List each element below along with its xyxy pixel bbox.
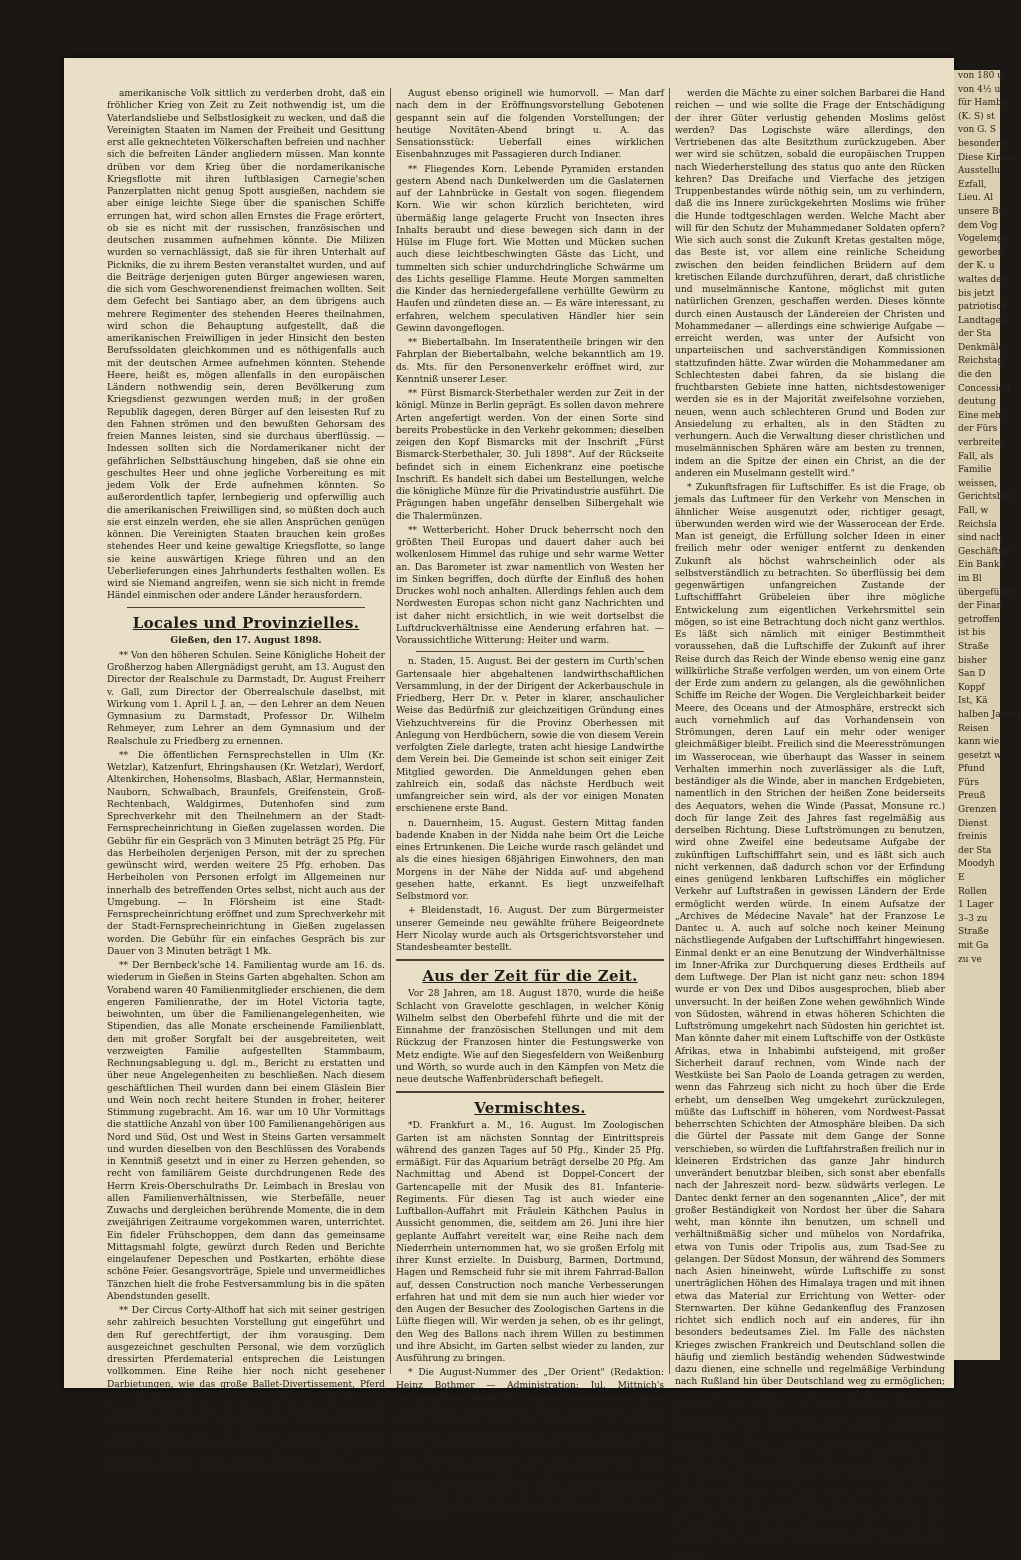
divider — [127, 607, 365, 608]
edge-text-fragment: verbreitet — [958, 438, 1004, 449]
edge-text-fragment: 1 Lager — [958, 900, 994, 911]
edge-text-fragment: der Finan — [958, 601, 1003, 612]
section-heading-locales: Locales und Provinzielles. — [132, 613, 360, 632]
edge-text-fragment: halben Jahres — [958, 709, 1021, 720]
news-item: ** Der Bernbeck'sche 14. Familientag wurde am 16. ds. wiederum in Gießen in Steins Garten abgehalten. Schon am Vorabend waren 40 Familienmitglieder erschienen, die dem engeren Familienrathe, der im Hotel Victoria tagte, beiwohnten, um über die Familienangelegenheiten, wie Stipendien, das alle Monate erscheinende Familienblatt, den mit großer Sorgfalt bei der ausgebreiteten, weit verzweigten Familie aufgestellten Stammbaum, Rechnungsablegung u. dgl. m., Bericht zu erstatten und über neue Angelegenheiten zu beschließen. Nach diesem geschäftlichen Theil wurden dann bei einem Gläslein Bier und Wein noch recht heitere Stunden in froher, heiterer Stimmung zugebracht. Am 16. war um 10 Uhr Vormittags die stattliche Anzahl von über 100 Familienangehörigen aus Nord und Süd, Ost und West in Steins Garten versammelt und wurden dieselben von den Beschlüssen des Vorabends in Kenntniß gesetzt und in einer zu Herzen gehenden, so recht von familiärem Geiste durchdrungenen Rede des Herrn Kreis-Oberschulraths Dr. Leimbach in Breslau von allen Familienverhältnissen, wie Sterbefälle, neuer Zuwachs und dergleichen berührende Momente, die in dem zweijährigen Zeitraume vorgekommen waren, unterrichtet. Ein fideler Frühschoppen, dem dann das gemeinsame Mittagsmahl folgte, gewürzt durch Reden und Berichte eingelaufener Depeschen und Postkarten, erhöhte diese schöne Feier. Gesangsvorträge, Spiele und unvermeidliches Tänzchen hielt die frohe Festversammlung bis in die späten Abendstunden gesellt. — [107, 961, 385, 1302]
news-item: ** Fliegendes Korn. Lebende Pyramiden erstanden gestern Abend nach Dunkelwerden um die Gaslaternen auf der Lahnbrücke in Gestalt von sogen. fliegendem Korn. Wie wir schon kürzlich berichteten, wird übermäßig lange gelagerte Frucht von Insecten ihres Inhalts beraubt und diese bewegen sich dann in der Hülse im Fluge fort. Wie Motten und Mücken suchen auch diese leichtbeschwingten Gäste das Licht, und tummelten sich schier undurchdringliche Schwärme um des Lichts gesellige Flamme. Heute Morgen sammelten die Kinder das herniedergefallene verhüllte Gewürm zu Haufen und zündeten diese an. — Es wäre interessant, zu erfahren, welchem speculativen Händler hier sein Gewinn davongeflogen. — [396, 164, 664, 334]
edge-text-fragment: Geschäftslo — [958, 546, 1012, 557]
news-item: ** Die öffentlichen Fernsprechstellen in Ulm (Kr. Wetzlar), Katzenfurt, Ehringshausen (Kr. Wetzlar), Werdorf, Altenkirchen, Hohensolms, Blasbach, Aßlar, Hermannstein, Nauborn, Schwalbach, Braunfels, Greifenstein, Groß-Rechtenbach, Waldgirmes, Dutenhofen sind zum Sprechverkehr mit den Theilnehmern an der Stadt-Fernsprecheinrichtung in Gießen zugelassen worden. Die Gebühr für ein Gespräch von 3 Minuten beträgt 25 Pfg. Für das Herbeiholen derjenigen Person, mit der zu sprechen gewünscht wird, werden weitere 25 Pfg. erhoben. Das Herbeiholen von Personen erfolgt im Allgemeinen nur innerhalb des betreffenden Ortes selbst, nicht auch aus der Umgebung. — In Flörsheim ist eine Stadt-Fernsprecheinrichtung eröffnet und zum Sprechverkehr mit der Stadt-Fernsprecheinrichtung in Gießen zugelassen worden. Die Gebühr für ein einfaches Gespräch bis zur Dauer von 3 Minuten beträgt 1 Mk. — [107, 750, 385, 957]
news-item: ** Fürst Bismarck-Sterbethaler werden zur Zeit in der königl. Münze in Berlin geprägt. Es sollen davon mehrere Arten angefertigt werden. Von der einen Sorte sind bereits Probestücke in den Verkehr gekommen; dieselben zeigen den Kopf Bismarcks mit der Inschrift „Fürst Bismarck-Sterbethaler, 30. Juli 1898". Auf der Rückseite befindet sich in einem Eichenkranz eine poetische Inschrift. Es handelt sich dabei um Bestellungen, welche die königliche Münze für die Privatindustrie ausführt. Die Prägungen haben ungefähr denselben Silbergehalt wie die Thalermünzen. — [396, 389, 664, 522]
edge-text-fragment: unsere Bür — [958, 206, 1009, 217]
divider — [416, 651, 644, 652]
column-rule — [669, 88, 670, 1374]
adjacent-page-edge — [954, 70, 1021, 1360]
edge-text-fragment: getroffen — [958, 614, 1000, 625]
edge-text-fragment: für Hambu — [958, 98, 1008, 109]
article-paragraph: amerikanische Volk sittlich zu verderben droht, daß ein fröhlicher Krieg von Zeit zu Zeit nothwendig ist, um die Vaterlandsliebe und Selbstlosigkeit zu wecken, und daß die Vereinigten Staaten im Namen der Freiheit und Gesittung erst alle geknechteten Völkerschaften befreien und nachher sich die befreiten Länder angliedern müssen. Man konnte drüben vor dem Krieg über die nordamerikanische Kriegsflotte mit ihren luftblasigen Carnegie'schen Panzerplatten nicht genug Spott ausgießen, nachdem sie aber einige leichte Siege über die spanischen Schiffe errungen hat, wird schon allen Ernstes die Frage erörtert, ob sie es nicht mit der russischen, französischen und deutschen zusammen aufnehmen könnte. Die Milizen wurden so vernachlässigt, daß sie für ihren Unterhalt auf Pickniks, die zu ihrem Besten veranstaltet wurden, und auf die Beiträge derjenigen guten Bürger angewiesen waren, die sich vom Geschworenendienst freimachen wollten. Seit dem Gefecht bei Santiago aber, an dem übrigens auch mehrere Regimenter des stehenden Heeres theilnahmen, wird schon die Behauptung aufgestellt, daß die amerikanischen Freiwilligen in jeder Hinsicht den besten Berufssoldaten gleichkommen und es nöthigenfalls auch mit der deutschen Armee aufnehmen könnten. Stehende Heere, heißt es, mögen allenfalls in den europäischen Ländern nothwendig sein, deren Bevölkerung zum Kriegsdienst gezwungen werden muß; in der großen Republik dagegen, deren Bürger auf den leisesten Ruf zu den Fahnen strömen und den bewußten Gehorsam des freien Mannes leisten, sind sie durchaus überflüssig. — Indessen sollten sich die Nordamerikaner nicht der gefährlichen Selbsttäuschung hingeben, daß sie ohne ein geschultes Heer und ohne jegliche Vorbereitung es mit jedem Volk der Erde aufnehmen könnten. So außerordentlich tapfer, lernbegierig und opferwillig auch die amerikanischen Freiwilligen sind, so müßten doch auch sie erst einzeln werden, ehe sie allen Ansprüchen genügen können. Die Vereinigten Staaten brauchen kein großes stehendes Heer und keine gewaltige Kriegsflotte, so lange sie keine auswärtigen Kriege führen und an den Ueberlieferungen eines Jahrhunderts festhalten wollen. Es wird sie Niemand angreifen, wenn sie sich nicht in fremde Händel einmischen oder andere Länder herausfordern. — [107, 89, 385, 602]
edge-text-fragment: der Fürs — [958, 424, 998, 435]
edge-text-fragment: Denkmäler — [958, 342, 1009, 353]
news-item: * Die August-Nummer des „Der Orient" (Redaktion: Heinz Bothmer — Administration: Jul. Mittnich's Buchhandlung, Berlin W.), welche sich wiederum durch reichhaltigen, interessanten Inhalt auszeichnet, enthält einen Leitartikel über die Kretafrage, in welchem folgender „Vorschlag zur Güte" gemacht wird: „Da die Pforte an der Herstellung des alten Rechtszustandes von den Mächten verhindert wird, so übernehmen diese damit die Verpflichtung zum Einschreiten. Der Rath, einiger Insurgentenführer, alle muhammedanischen Flüchtlinge zwangsweise nach Kleinasien abzuschieben, wäre ja allerdings für die Christen sehr vortheilhaft, doch schwerlich — [396, 1368, 664, 1526]
edge-text-fragment: Dienst — [958, 818, 988, 829]
edge-text-fragment: Eine mehr — [958, 410, 1006, 421]
edge-text-fragment: übergeführt — [958, 587, 1014, 598]
edge-text-fragment: patriotisch — [958, 302, 1008, 313]
edge-text-fragment: sind nach — [958, 533, 1002, 544]
column-3 — [675, 88, 945, 1559]
edge-text-fragment: Pfund — [958, 764, 985, 775]
edge-text-fragment: E — [958, 873, 965, 884]
edge-text-fragment: kann wie — [958, 737, 1000, 748]
edge-text-fragment: San D — [958, 669, 986, 680]
column-rule — [390, 88, 391, 1374]
edge-text-fragment: der K. u — [958, 261, 995, 272]
edge-text-fragment: mit Ga — [958, 941, 989, 951]
news-item: n. Staden, 15. August. Bei der gestern im Curth'schen Gartensaale hier abgehaltenen landwirthschaftlichen Versammlung, in der der Dirigent der Ackerbauschule in Friedberg, Herr Dr. v. Peter in klarer, anschaulicher Weise das Bedürfniß zur gleichzeitigen Gründung eines Viehzuchtvereins für die Provinz Oberhessen mit Anlegung von Herdbüchern, sowie die von diesem Verein verfolgten Ziele darlegte, traten acht hiesige Landwirthe dem Verein bei. Die Gemeinde ist schon seit einiger Zeit Mitglied geworden. Die Anmeldungen gehen eben zahlreich ein, sodaß das nächste Herdbuch weit umfangreicher sein wird, als der vor einigen Monaten erschienene erste Band. — [396, 657, 664, 815]
dateline: Gießen, den 17. August 1898. — [170, 634, 322, 646]
edge-text-fragment: 3–3 zu — [958, 913, 988, 924]
edge-text-fragment: waltes des — [958, 274, 1007, 285]
edge-text-fragment: Preuß — [958, 791, 986, 802]
edge-text-fragment: Koppf — [958, 682, 985, 693]
news-item: werden die Mächte zu einer solchen Barbarei die Hand reichen — und wie sollte die Frage der Entschädigung der ihrer Güter verlustig gehenden Moslims gelöst werden? Das Logischste wäre allerdings, den Vertriebenen das alte Besitzthum zurückzugeben. Aber wer wird sie schützen, sobald die europäischen Truppen nach Wiederherstellung des status quo ante den Rücken kehren? Das Dreifache und Vierfache des jetzigen Truppenbestandes würde nöthig sein, um zu verhindern, daß die ins Innere zurückgekehrten Moslims wie früher die Hunde todtgeschlagen werden. Welche Macht aber will für den Schutz der Muhammedaner Soldaten opfern? Wie sich auch sonst die Zukunft Kretas gestalten möge, das Beste ist, vor allem eine reinliche Scheidung zwischen den beiden feindlichen Brüdern auf dem kretischen Eilande durchzuführen, derart, daß christliche und muselmännische Kantone, möglichst mit guten natürlichen Grenzen, geschaffen werden. Dieses könnte durch einen Austausch der Ländereien der Christen und Mohammedaner — allerdings eine schwierige Aufgabe — erreicht werden, was unter der Aufsicht von unparteiischen und sachverständigen Kommissionen stattzufinden hätte. Zwar würden die Mohammedaner am Schlechtesten dabei fahren, da sie bislang die fruchtbarsten Gebiete inne hatten, nichtsdestoweniger werden sie es in der Majorität zweifelsohne vorziehen, neuen, wenn auch schlechteren Grund und Boden zur Ansiedelung zu erhalten, als in den Städten zu verhungern. Auch die Verwaltung dieser christlichen und muselmännischen Sphären wäre am besten zu trennen, indem an die Spitze der einen ein Christ, an die der anderen ein Muselmann gestellt wird." — [675, 89, 945, 479]
edge-text-fragment: Diese Kirche — [958, 152, 1017, 163]
edge-text-fragment: (K. S) st — [958, 111, 995, 122]
edge-text-fragment: bis jetzt — [958, 288, 995, 299]
edge-text-fragment: besondere — [958, 138, 1006, 149]
news-item: + Bleidenstadt, 16. August. Der zum Bürgermeister unserer Gemeinde neu gewählte frühere Beigeordnete Herr Nicolay wurde auch als Ortsgerichtsvorsteher und Standesbeamter bestellt. — [396, 906, 664, 953]
edge-text-fragment: dem Vog — [958, 220, 998, 231]
news-item: ** Der Circus Corty-Althoff hat sich mit seiner gestrigen sehr zahlreich besuchten Vorstellung gut eingeführt und den Ruf gerechtfertigt, der ihm vorausging. Dem ausgezeichnet geschulten Personal, wie dem vorzüglich dressirten Pferdematerial entsprechen die Leistungen vollkommen. Eine Reihe hier noch nicht gesehener Darbietungen, wie das große Ballet-Divertissement, Pferd und Dogge, der wackere Gladiator Stahnke, der Riesenfaltomortale über 15 Mann, der Jongleur Pearson auf ungesatteltem Pferde, Doppel-Jockeys und schließlich das Monstre-Tableau mit 50 Pferden fanden stürmischen Beifall. Die Vorführungen der nach verschiedenen Schulen dressirten Pferde durch Herrn Director Althoff waren bewundernswerth, und die Darbietungen der Clowns und — [107, 1306, 385, 1476]
edge-text-fragment: Moodyh — [958, 859, 995, 870]
news-item: ** Wetterbericht. Hoher Druck beherrscht noch den größten Theil Europas und dauert daher auch bei wolkenlosem Himmel das ruhige und sehr warme Wetter an. Das Barometer ist zwar namentlich von Westen her im Sinken begriffen, doch dürfte der Einfluß des hohen Druckes wohl noch anhalten. Allerdings fehlen auch dem Nordwesten Europas schon nicht ganz Nachrichten und ist daher nicht ersichtlich, in wie weit dortselbst die Luftdruckverhältnisse eine Aenderung erfahren hat. — Voraussichtliche Witterung: Heiter und warm. — [396, 525, 664, 646]
edge-text-fragment: Vogelemgr — [958, 234, 1007, 245]
edge-text-fragment: von 180 u — [958, 71, 1003, 81]
edge-text-fragment: zu ve — [958, 954, 982, 965]
edge-text-fragment: Lieu. Al — [958, 193, 994, 204]
edge-text-fragment: Landtages — [958, 315, 1006, 326]
edge-text-fragment: geworben — [958, 247, 1004, 258]
column-2 — [396, 88, 664, 1526]
divider — [396, 1091, 664, 1093]
edge-text-fragment: Ezfall, — [958, 179, 987, 190]
edge-text-fragment: Rollen — [958, 886, 988, 897]
edge-text-fragment: Reisen — [958, 723, 989, 734]
news-item: ** Von den höheren Schulen. Seine Königliche Hoheit der Großherzog haben Allergnädigst geruht, am 13. August den Director der Realschule zu Darmstadt, Dr. August Freiherr v. Gall, zum Director der Oberrealschule daselbst, mit Wirkung vom 1. April l. J. an, — den Lehrer an dem Neuen Gymnasium zu Darmstadt, Professor Dr. Wilhelm Rehmeyer, zum Lehrer an dem Gymnasium und der Realschule zu Friedberg zu ernennen. — [107, 650, 385, 747]
edge-text-fragment: Reichstag — [958, 356, 1004, 367]
newspaper-page — [64, 58, 954, 1559]
column-1 — [107, 88, 385, 1476]
section-heading-zeit: Aus der Zeit für die Zeit. — [422, 967, 638, 986]
edge-text-fragment: Ist, Kä — [958, 696, 988, 707]
news-item: *D. Frankfurt a. M., 16. August. Im Zoologischen Garten ist am nächsten Sonntag der Eintrittspreis während des ganzen Tages auf 50 Pfg., Kinder 25 Pfg. ermäßigt. Für das Aquarium beträgt derselbe 20 Pfg. Am Nachmittag und Abend ist Doppel-Concert der Gartencapelle mit der Musik des 81. Infanterie-Regiments. Für diesen Tag ist auch wieder eine Luftballon-Auffahrt mit Fräulein Käthchen Paulus in Aussicht genommen, die, seitdem am 26. Juni ihre hier geplante Auffahrt vereitelt war, eine Reihe nach dem Niederrhein unternommen hat, wo sie großen Erfolg mit ihrer Kunst erzielte. In Duisburg, Barmen, Dortmund, Hagen und Remscheid fuhr sie mit ihrem Fahrrad-Ballon auf, dessen Construction noch manche Verbesserungen erfahren hat und mit dem sie nun auch hier wieder vor den Augen der Besucher des Zoologischen Gartens in die Lüfte fliegen will. Wir werden ja sehen, ob es ihr gelingt, den Weg des Ballons nach ihrem Willen zu bestimmen und ihre Absicht, im Garten selbst wieder zu landen, zur Ausführung zu bringen. — [396, 1121, 664, 1364]
edge-text-fragment: ist bis — [958, 628, 986, 639]
edge-text-fragment: Straße — [958, 641, 989, 652]
news-item: August ebenso originell wie humorvoll. — Man darf nach dem in der Eröffnungsvorstellung Gebotenen gespannt sein auf die folgenden Vorstellungen; der heutige Novitäten-Abend bringt u. A. das Sensationsstück: Ueberfall eines wirklichen Eisenbahnzuges mit Passagieren durch Indianer. — [396, 89, 664, 161]
edge-text-fragment: Fürs — [958, 777, 979, 788]
edge-text-fragment: Straße — [958, 927, 989, 938]
edge-text-fragment: Reichsla — [958, 519, 997, 530]
edge-text-fragment: bisher — [958, 655, 987, 666]
edge-text-fragment: Gerichtsbez — [958, 492, 1013, 503]
edge-text-fragment: Ein Bankb — [958, 560, 1006, 571]
news-item: * Zukunftsfragen für Luftschiffer. Es ist die Frage, ob jemals das Luftmeer für den Verkehr von Menschen in ähnlicher Weise ausgenutzt oder, richtiger gesagt, überwunden werden wird wie der Wasserocean der Erde. Man ist geneigt, die Erfüllung solcher Ideen in einer freilich mehr oder weniger entfernt zu denkenden Zukunft als höchst wahrscheinlich oder als selbstverständlich zu betrachten. So überflüssig bei dem gegenwärtigen unfangreichen Zustande der Luftschifffahrt Grübeleien über ihre mögliche Entwickelung zum eigentlichen Verkehrsmittel sein mögen, so ist eine Betrachtung doch nicht ganz werthlos. Es läßt sich nämlich mit einiger Bestimmtheit voraussehen, daß die Luftschiffe der Zukunft auf ihrer Reise durch das Reich der Winde ebenso wenig eine ganz willkürliche Straße verfolgen werden, um von einem Orte der Erde zum andern zu gelangen, als die gewöhnlichen Schiffe im Reiche der Wogen. Die Vergleichbarkeit beider Meere, des Oceans und der Atmosphäre, erstreckt sich auch vornehmlich auf das Vorhandensein von Strömungen, deren Lauf ein mehr oder weniger gleichmäßiger bleibt. Freilich sind die Meeresströmungen im Wasserocean, wie überhaupt das Wasser in seinem Verhalten immerhin noch zuverlässiger als die Luft, beständiger als die Winde, aber in manchen Erdgebieten, namentlich in den Strichen der heißen Zone beiderseits des Aequators, wehen die Winde (Passat, Monsune rc.) doch für lange Zeit des Jahres fast regelmäßig aus derselben Richtung. Diese Luftströmungen zu benutzen, wird ohne Zweifel eine bedeutsame Aufgabe der zukünftigen Luftschifffahrt sein, und es läßt sich auch nicht verkennen, daß dadurch schon vor der Erfindung eines genügend lenkbaren Luftschiffes ein möglicher Verkehr auf Luftstraßen in gewissen Ländern der Erde ermöglicht werden würde. In einem Aufsatze der „Archives de Médecine Navale" hat der Franzose Le Dantec u. A. auch auf solche noch keiner Meinung nächstliegende Aufgaben der Luftschifffahrt hingewiesen. Einmal denkt er an eine Benutzung der Windverhältnisse im Inner-Afrika zur Durchquerung dieses Erdtheils auf dem Luftwege. Der Plan ist nicht ganz neu: schon 1894 wurde er von Dex und Dibos ausgesprochen, blieb aber unversucht. In der heißen Zone wehen gewöhnlich Winde von Südosten, während in etwas höheren Schichten die Luftströmung umgekehrt nach Südosten hin gerichtet ist. Man könnte daher mit einem Luftschiffe von der Ostküste Afrikas, etwa in Inhabimbi aufsteigend, mit großer Sicherheit darauf rechnen, vom Winde nach der Westküste bei San Paolo de Loanda getragen zu werden, wenn das Fahrzeug sich nicht zu hoch über die Erde erhebt, um denselben Weg umgekehrt zurückzulegen, müßte das Luftschiff in höheren, vom Nordwest-Passat beherrschten Schichten der Atmosphäre bleiben. Da sich die Gürtel der Passate mit dem Gange der Sonne verschieben, so würden die Luftfahrstraßen freilich nur in kleineren Erdstrichen das ganze Jahr hindurch unverändert benutzbar bleiben, sich sonst aber ebenfalls nach der Jahreszeit nord- bezw. südwärts verlegen. Le Dantec denkt ferner an den sogenannten „Alice", der mit großer Beständigkeit von Nordost her über die Sahara weht, man könnte ihn benutzen, um schnell und verhältnißmäßig sicher und mühelos von Nordafrika, etwa von Tunis oder Tripolis aus, zum Tsad-See zu gelangen. Der Südost Monsun, der während des Sommers nach Asien hineinweht, würde Luftschiffe zu sonst unerträglichen Höhen des Himalaya tragen und mit ihnen etwa das Material zur Errichtung von Wetter- oder Sternwarten. Der kühne Gedankenflug des Franzosen richtet sich endlich noch auf ein anderes, für ihn besonders bedeutsames Ziel. Im Falle des nächsten Krieges zwischen Frankreich und Deutschland sollen die häufig und ziemlich beständig wehenden Südwestwinde dazu dienen, eine schnelle und regelmäßige Verbindung nach Rußland hin über Deutschland weg zu ermöglichen; daß diese Verbindung allerdings gewöhnlich nur höchst einseitig sein würde, da man dadurch wohl von Frankreich nach Rußland, aber nicht umgekehrt Nachrichten und Leute schicken könnte, bekümmert Herrn Le Dantec nicht. Uebrigens sind seine Beobachtungen jedenfalls nicht. Die Benutzung der beständigen Winde wird für die Luftschifffahrt jedenfalls von Bedeutung werden müssen, wie es die Benutzung der Meeresströmungen, um die sich der amerikanische Capitän Maury ein unsterbliches Verdienst erworben hat, für den Oceandampfer geworden ist. Durch die Benutzung der Meeresströmungen verkürzt sich der Seeweg von New-York nach Californien um Südafrika herum — [675, 483, 945, 1559]
section-heading-vermischtes: Vermischtes. — [474, 1099, 586, 1118]
edge-text-fragment: die den — [958, 370, 992, 381]
edge-text-fragment: Fall, als — [958, 451, 994, 462]
news-item: n. Dauernheim, 15. August. Gestern Mittag fanden badende Knaben in der Nidda nahe beim Ort die Leiche eines Ertrunkenen. Die Leiche wurde rasch geländet und als die eines hiesigen 68jährigen Einwohners, den man Morgens in der Nähe der Nidda auf- und abgehend gesehen hatte, erkannt. Es liegt unzweifelhaft Selbstmord vor. — [396, 818, 664, 902]
edge-text-fragment: der Sta — [958, 329, 992, 340]
edge-text-fragment: deutung — [958, 397, 996, 408]
edge-text-fragment: Ausstellu — [958, 166, 1001, 177]
edge-text-fragment: Fall, w — [958, 506, 989, 516]
news-item: ** Biebertalbahn. Im Inseratentheile bringen wir den Fahrplan der Biebertalbahn, welche bekanntlich am 19. ds. Mts. für den Personenverkehr eröffnet wird, zur Kenntniß unserer Leser. — [396, 338, 664, 385]
news-item: Vor 28 Jahren, am 18. August 1870, wurde die heiße Schlacht von Gravelotte geschlagen, in welcher König Wilhelm selbst den Oberbefehl führte und die mit der Einnahme der französischen Stellungen und mit dem Rückzug der Franzosen hinter die Festungswerke von Metz endigte. Wie auf den Siegesfeldern von Weißenburg und Wörth, so wurde auch in den Kämpfen von Metz die neue deutsche Waffenbrüderschaft befiegelt. — [396, 989, 664, 1085]
edge-text-fragment: Concession — [958, 383, 1010, 394]
edge-text-fragment: weissen, — [958, 478, 998, 489]
edge-text-fragment: freinis — [958, 832, 988, 843]
edge-text-fragment: im Bl — [958, 573, 982, 584]
divider — [396, 959, 664, 961]
edge-text-fragment: Grenzen — [958, 805, 997, 816]
edge-text-fragment: von G. S — [958, 125, 996, 136]
edge-text-fragment: Familie — [958, 465, 992, 476]
edge-text-fragment: gesetzt w — [958, 750, 1002, 761]
edge-text-fragment: von 4½ u — [958, 84, 1001, 95]
edge-text-fragment: der Sta — [958, 845, 992, 856]
